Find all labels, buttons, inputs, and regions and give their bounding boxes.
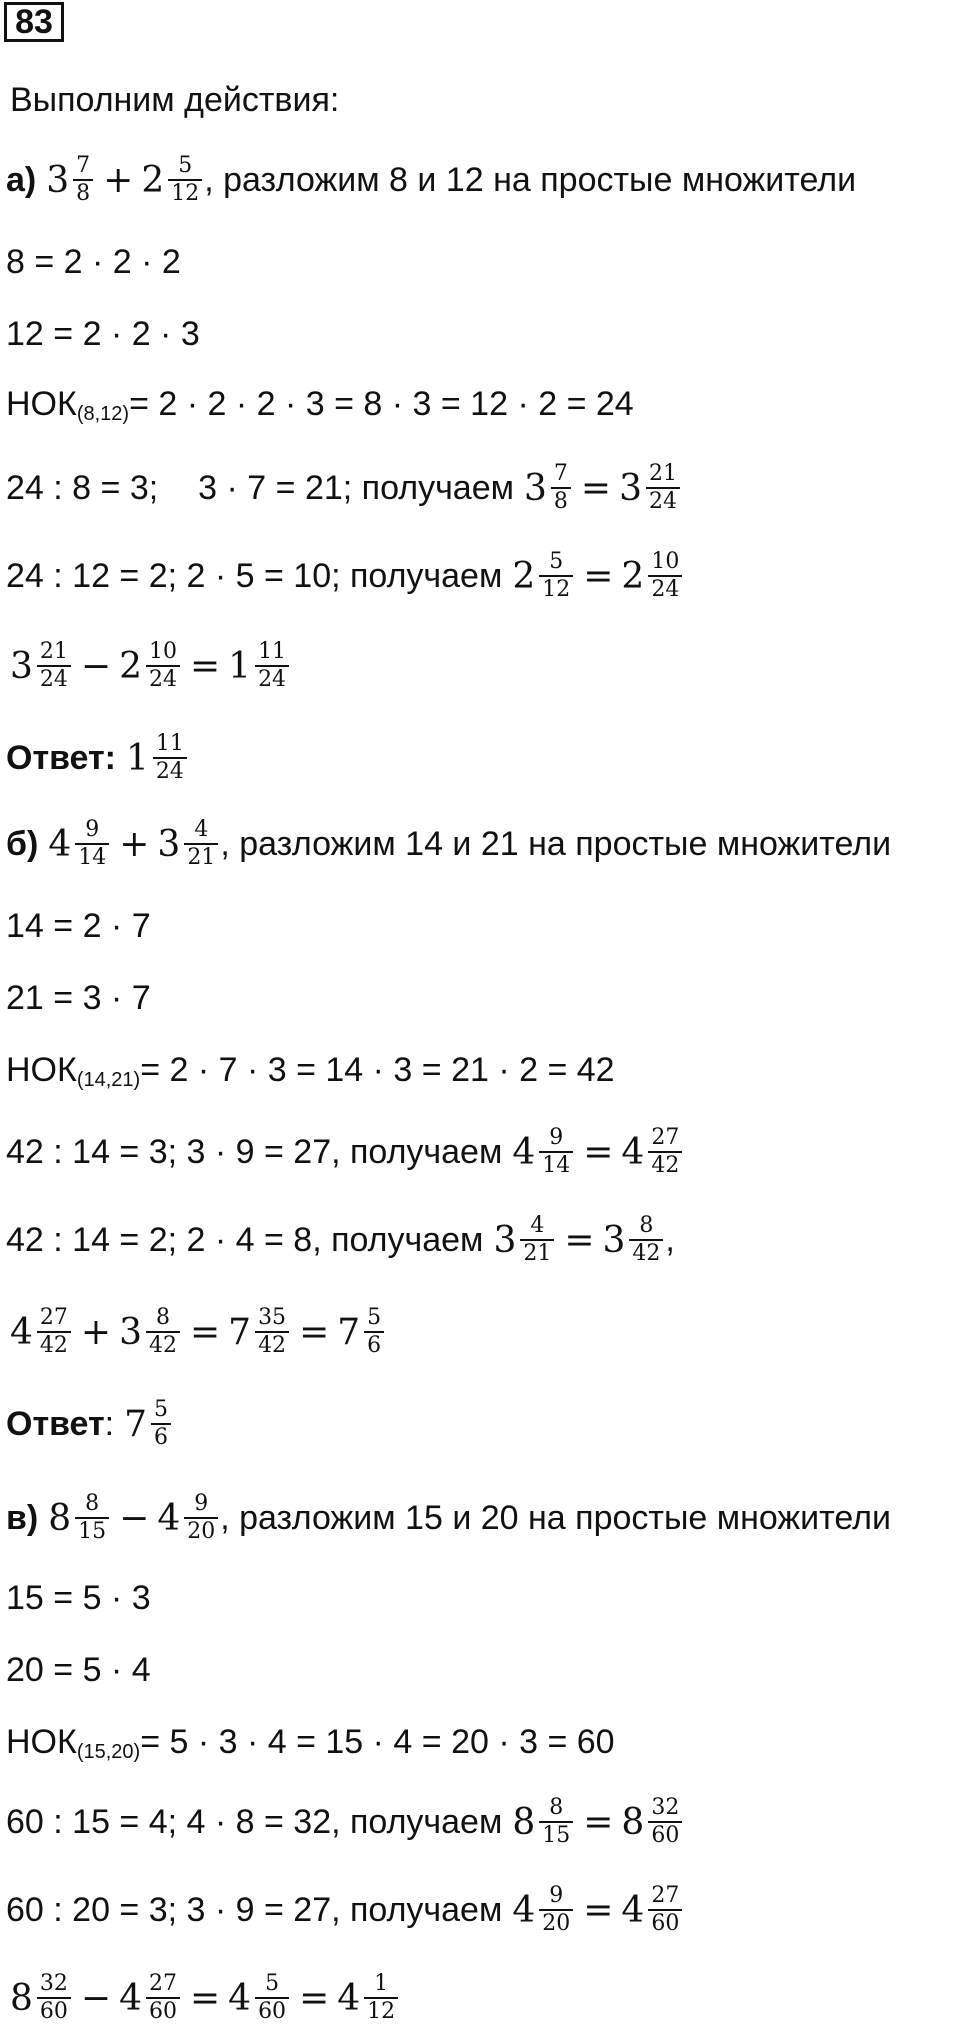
fraction-part — [153, 731, 187, 785]
math-text: = 5 · 3 · 4 = 15 · 4 = 20 · 3 = 60 — [140, 1722, 615, 1761]
fraction — [10, 1305, 73, 1359]
fraction — [228, 1971, 291, 2025]
fraction-numerator: 27 — [651, 1125, 680, 1150]
part-a-task-tail: , разложим 8 и 12 на простые множители — [204, 160, 857, 199]
fraction — [10, 639, 73, 693]
fraction-numerator: 27 — [148, 1971, 177, 1996]
part-a-step1 — [6, 452, 682, 524]
fraction-denominator: 12 — [539, 575, 573, 603]
fraction — [524, 461, 573, 515]
fraction-numerator: 5 — [178, 153, 193, 178]
fraction-numerator: 4 — [530, 1213, 545, 1238]
operator: = — [299, 1977, 330, 2019]
operator: = — [580, 467, 612, 509]
part-a-lcm — [6, 382, 634, 426]
fraction-numerator: 7 — [553, 461, 568, 486]
part-a-label: а) — [6, 160, 37, 199]
fraction-numerator: 10 — [651, 549, 680, 574]
fraction — [119, 1305, 182, 1359]
fraction-numerator: 5 — [549, 549, 564, 574]
part-b-calc — [10, 1296, 386, 1368]
math-text: НОК — [6, 1722, 77, 1761]
fraction-part — [648, 1883, 682, 1937]
fraction-numerator: 1 — [374, 1971, 389, 1996]
fraction-part — [255, 1305, 289, 1359]
fraction — [493, 1213, 556, 1267]
part-b-line2: 21 = 3 · 7 — [6, 978, 151, 1017]
fraction-numerator: 7 — [76, 153, 91, 178]
fraction — [619, 461, 682, 515]
fraction-part — [364, 1305, 384, 1359]
fraction-numerator: 32 — [39, 1971, 68, 1996]
math-text: = 2 · 7 · 3 = 14 · 3 = 21 · 2 = 42 — [140, 1050, 615, 1089]
fraction-part — [551, 461, 571, 515]
operator: − — [80, 645, 112, 687]
part-b-step2 — [6, 1204, 675, 1276]
fraction-numerator: 27 — [651, 1883, 680, 1908]
operator: = — [299, 1311, 330, 1353]
fraction-whole-part: 3 — [493, 1219, 517, 1261]
task-number-box: 83 — [4, 2, 64, 42]
fraction — [46, 153, 95, 207]
fraction — [141, 153, 204, 207]
part-b-task — [6, 808, 891, 880]
operator: − — [119, 1497, 150, 1539]
fraction-numerator: 10 — [148, 639, 177, 664]
fraction — [119, 1971, 182, 2025]
fraction-numerator: 5 — [367, 1305, 382, 1330]
fraction-whole-part: 1 — [126, 737, 149, 779]
fraction-denominator: 6 — [151, 1423, 171, 1451]
fraction-numerator: 8 — [549, 1795, 564, 1820]
fraction-numerator: 9 — [549, 1883, 564, 1908]
part-c-task — [6, 1482, 891, 1554]
math-text: : — [104, 1404, 115, 1443]
fraction-whole-part: 4 — [337, 1977, 361, 2019]
fraction-numerator: 9 — [85, 817, 100, 842]
math-text: 42 : 14 = 2; 2 · 4 = 8, получаем — [6, 1220, 484, 1259]
fraction-numerator: 9 — [549, 1125, 564, 1150]
math-text: , разложим 14 и 21 на простые множители — [220, 824, 892, 863]
fraction — [621, 1125, 684, 1179]
fraction-numerator: 8 — [85, 1491, 100, 1516]
part-a-step2 — [6, 540, 684, 612]
fraction-denominator: 42 — [648, 1151, 682, 1179]
fraction-whole-part: 4 — [621, 1889, 645, 1931]
math-text: = 2 · 2 · 2 · 3 = 8 · 3 = 12 · 2 = 24 — [129, 384, 634, 423]
fraction-denominator: 24 — [646, 487, 680, 515]
fraction — [48, 1491, 111, 1545]
fraction-whole-part: 4 — [228, 1977, 252, 2019]
fraction-whole-part: 4 — [621, 1131, 645, 1173]
part-a-line1: 8 = 2 · 2 · 2 — [6, 242, 181, 281]
fraction-whole-part: 3 — [10, 645, 33, 687]
part-c-step2 — [6, 1874, 684, 1946]
fraction-part — [539, 549, 573, 603]
math-text: НОК — [6, 1050, 77, 1089]
fraction-denominator: 20 — [184, 1517, 218, 1545]
fraction-whole-part: 4 — [119, 1977, 142, 2019]
part-b-step1 — [6, 1116, 684, 1188]
fraction-denominator: 42 — [255, 1331, 289, 1359]
fraction-numerator: 5 — [154, 1397, 169, 1422]
answer-label: Ответ: — [6, 738, 116, 777]
fraction-whole-part: 3 — [119, 1311, 142, 1353]
fraction-whole-part: 3 — [46, 159, 70, 201]
fraction-whole-part: 8 — [48, 1497, 72, 1539]
fraction-whole-part: 2 — [141, 159, 165, 201]
fraction-whole-part: 7 — [337, 1311, 361, 1353]
fraction — [512, 1883, 575, 1937]
fraction — [621, 549, 684, 603]
fraction-numerator: 9 — [194, 1491, 209, 1516]
fraction-numerator: 21 — [39, 639, 68, 664]
fraction-part — [520, 1213, 554, 1267]
part-c-line1: 15 = 5 · 3 — [6, 1578, 151, 1617]
fraction-denominator: 60 — [255, 1997, 289, 2025]
fraction-numerator: 32 — [651, 1795, 680, 1820]
fraction-denominator: 20 — [539, 1909, 573, 1937]
fraction-whole-part: 3 — [619, 467, 642, 509]
fraction-whole-part: 4 — [512, 1131, 536, 1173]
fraction — [512, 1795, 575, 1849]
part-c-lcm — [6, 1720, 615, 1764]
fraction-denominator: 14 — [539, 1151, 573, 1179]
operator: = — [583, 1801, 614, 1843]
fraction-whole-part: 1 — [228, 645, 252, 687]
fraction — [337, 1305, 386, 1359]
part-b-label: б) — [6, 824, 39, 863]
fraction — [228, 639, 291, 693]
part-c-line2: 20 = 5 · 4 — [6, 1650, 151, 1689]
math-text: 3 · 7 = 21; получаем — [198, 468, 514, 507]
fraction-whole-part: 2 — [119, 645, 142, 687]
fraction-denominator: 12 — [168, 179, 202, 207]
fraction-part — [151, 1397, 171, 1451]
fraction-whole-part: 4 — [10, 1311, 33, 1353]
fraction-part — [255, 639, 289, 693]
part-b-answer — [6, 1388, 173, 1460]
lcm-subscript: (14,21) — [76, 1068, 141, 1091]
fraction-denominator: 8 — [73, 179, 93, 207]
fraction-denominator: 24 — [255, 665, 289, 693]
fraction-numerator: 35 — [258, 1305, 287, 1330]
operator: = — [583, 555, 614, 597]
part-b-lcm — [6, 1048, 615, 1092]
fraction-denominator: 60 — [648, 1909, 682, 1937]
fraction-part — [146, 1305, 180, 1359]
fraction — [621, 1883, 684, 1937]
part-b-line1: 14 = 2 · 7 — [6, 906, 151, 945]
fraction-numerator: 8 — [639, 1213, 654, 1238]
fraction-denominator: 15 — [75, 1517, 109, 1545]
fraction-denominator: 8 — [551, 487, 571, 515]
part-a-line2: 12 = 2 · 2 · 3 — [6, 314, 200, 353]
math-text: , — [665, 1220, 675, 1259]
fraction-part — [75, 1491, 109, 1545]
fraction — [228, 1305, 291, 1359]
fraction — [157, 817, 220, 871]
fraction — [10, 1971, 73, 2025]
fraction-part — [539, 1883, 573, 1937]
fraction-part — [37, 1971, 71, 2025]
fraction-numerator: 8 — [155, 1305, 170, 1330]
fraction-numerator: 4 — [194, 817, 209, 842]
lcm-subscript: (8,12) — [76, 402, 130, 425]
operator: = — [189, 1311, 221, 1353]
fraction-denominator: 21 — [520, 1239, 554, 1267]
fraction-numerator: 5 — [265, 1971, 280, 1996]
fraction — [621, 1795, 684, 1849]
fraction-whole-part: 3 — [602, 1219, 626, 1261]
operator: − — [80, 1977, 112, 2019]
fraction-part — [168, 153, 202, 207]
fraction-whole-part: 3 — [523, 467, 547, 509]
fraction-whole-part: 4 — [512, 1889, 536, 1931]
math-text: 24 : 12 = 2; 2 · 5 = 10; получаем — [6, 556, 503, 595]
part-a-calc — [10, 630, 291, 702]
fraction-whole-part: 4 — [157, 1497, 181, 1539]
fraction-whole-part: 4 — [48, 823, 72, 865]
fraction — [603, 1213, 666, 1267]
fraction — [124, 1397, 173, 1451]
fraction — [119, 639, 182, 693]
fraction-whole-part: 8 — [10, 1977, 33, 2019]
fraction-part — [646, 461, 680, 515]
math-text: НОК — [6, 384, 77, 423]
operator: = — [189, 645, 221, 687]
fraction-denominator: 6 — [364, 1331, 384, 1359]
fraction-whole-part: 2 — [621, 555, 645, 597]
part-c-step1 — [6, 1786, 684, 1858]
fraction — [512, 549, 575, 603]
fraction-denominator: 15 — [539, 1821, 573, 1849]
fraction-part — [255, 1971, 289, 2025]
math-text: 60 : 20 = 3; 3 · 9 = 27, получаем — [6, 1890, 503, 1929]
fraction-denominator: 42 — [37, 1331, 71, 1359]
fraction-denominator: 24 — [153, 757, 187, 785]
math-text: 42 : 14 = 3; 3 · 9 = 27, получаем — [6, 1132, 503, 1171]
fraction-whole-part: 7 — [124, 1403, 148, 1445]
fraction-part — [539, 1795, 573, 1849]
fraction-numerator: 27 — [39, 1305, 68, 1330]
fraction-denominator: 42 — [146, 1331, 180, 1359]
fraction-whole-part: 3 — [157, 823, 181, 865]
part-a-answer — [6, 722, 189, 794]
fraction — [512, 1125, 575, 1179]
fraction-denominator: 12 — [364, 1997, 398, 2025]
operator: = — [189, 1977, 221, 2019]
fraction-part — [37, 639, 71, 693]
part-a-task — [6, 144, 856, 216]
fraction — [157, 1491, 220, 1545]
fraction-part — [146, 639, 180, 693]
lcm-subscript: (15,20) — [76, 1740, 141, 1763]
operator: = — [583, 1131, 614, 1173]
intro-text: Выполним действия: — [10, 80, 340, 119]
fraction-denominator: 60 — [37, 1997, 71, 2025]
fraction-whole-part: 8 — [621, 1801, 645, 1843]
fraction-part — [184, 817, 218, 871]
part-c-label: в) — [6, 1498, 39, 1537]
fraction-part — [75, 817, 109, 871]
fraction-part — [648, 1795, 682, 1849]
operator: + — [103, 159, 134, 201]
fraction-whole-part: 7 — [228, 1311, 252, 1353]
fraction-denominator: 60 — [146, 1997, 180, 2025]
fraction-denominator: 24 — [648, 575, 682, 603]
fraction-part — [73, 153, 93, 207]
math-text: , разложим 15 и 20 на простые множители — [220, 1498, 891, 1537]
fraction-numerator: 11 — [155, 731, 184, 756]
operator: + — [80, 1311, 112, 1353]
fraction-denominator: 14 — [75, 843, 109, 871]
operator: = — [583, 1889, 614, 1931]
fraction-whole-part: 8 — [512, 1801, 536, 1843]
fraction-part — [629, 1213, 663, 1267]
fraction-whole-part: 2 — [512, 555, 536, 597]
fraction-denominator: 60 — [648, 1821, 682, 1849]
fraction-numerator: 21 — [648, 461, 677, 486]
fraction-part — [184, 1491, 218, 1545]
fraction-denominator: 24 — [146, 665, 180, 693]
fraction-part — [37, 1305, 71, 1359]
fraction-numerator: 11 — [258, 639, 287, 664]
math-text: 24 : 8 = 3; — [6, 468, 159, 507]
fraction-part — [648, 1125, 682, 1179]
part-c-calc — [10, 1962, 400, 2034]
fraction-part — [648, 549, 682, 603]
operator: + — [119, 823, 150, 865]
fraction — [337, 1971, 400, 2025]
fraction-denominator: 42 — [629, 1239, 663, 1267]
fraction-part — [364, 1971, 398, 2025]
answer-label: Ответ — [6, 1404, 105, 1443]
fraction — [126, 731, 189, 785]
fraction — [48, 817, 111, 871]
operator: = — [564, 1219, 595, 1261]
fraction-denominator: 21 — [184, 843, 218, 871]
fraction-part — [539, 1125, 573, 1179]
fraction-part — [146, 1971, 180, 2025]
math-text: 60 : 15 = 4; 4 · 8 = 32, получаем — [6, 1802, 503, 1841]
fraction-denominator: 24 — [37, 665, 71, 693]
